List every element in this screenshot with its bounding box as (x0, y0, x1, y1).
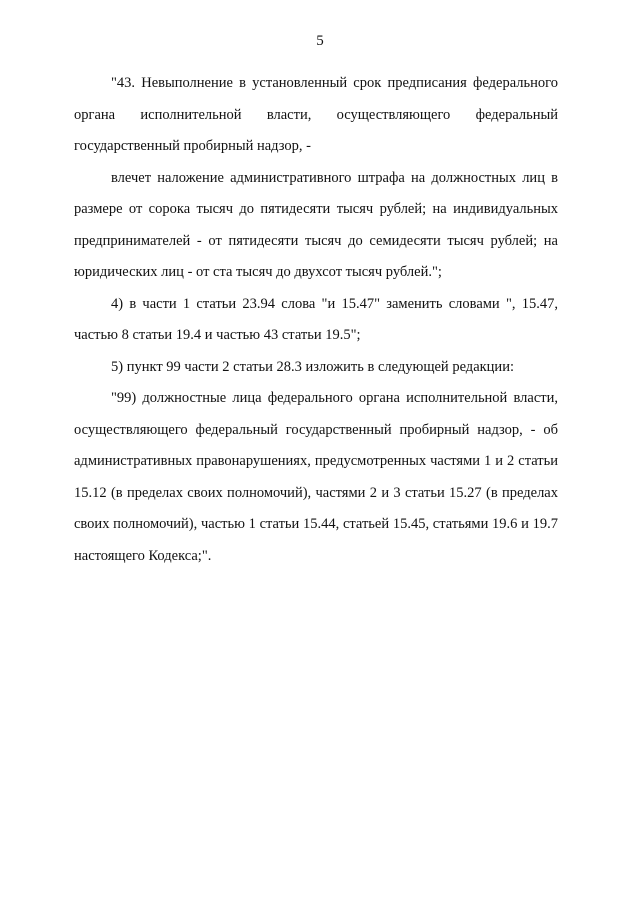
document-body (74, 68, 558, 572)
paragraph-point-99: "99) должностные лица федерального органа исполнительной власти, осуществляющего федеральный государственный пробирный надзор, - об административных правонарушениях, предусмотренных частями 1 и 2 статьи 15.12 (в пределах своих полномочий), частями 2 и 3 статьи 15.27 (в пределах своих полномочий), частью 1 статьи 15.44, статьей 15.45, статьями 19.6 и 19.7 настоящего Кодекса;". (74, 390, 558, 564)
paragraph-item-5: 5) пункт 99 части 2 статьи 28.3 изложить в следующей редакции: (111, 358, 514, 375)
paragraph-article-43: "43. Невыполнение в установленный срок предписания федерального органа исполнительной власти, осуществляющего федеральный государственный пробирный надзор, - (74, 75, 558, 154)
paragraph-item-4: 4) в части 1 статьи 23.94 слова "и 15.47" заменить словами ", 15.47, частью 8 статьи 19.4 и частью 43 статьи 19.5"; (74, 295, 558, 343)
paragraph-penalty: влечет наложение административного штрафа на должностных лиц в размере от сорока тысяч до пятидесяти тысяч рублей; на индивидуальных предпринимателей - от пятидесяти тысяч до семидесяти тысяч рублей; на юридических лиц - от ста тысяч до двухсот тысяч рублей."; (74, 169, 558, 280)
page-number: 5 (316, 33, 324, 49)
